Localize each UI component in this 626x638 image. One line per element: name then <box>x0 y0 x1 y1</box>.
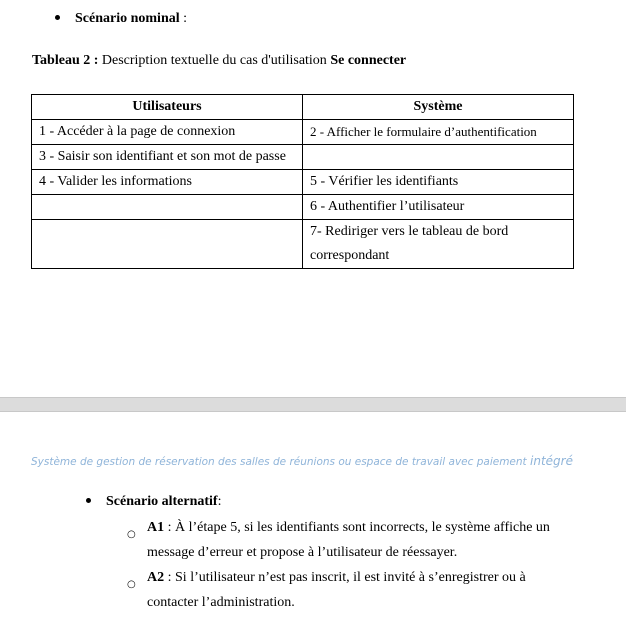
bullet-icon <box>86 498 91 503</box>
table-row <box>32 120 574 145</box>
header-users: Utilisateurs <box>32 95 303 120</box>
header-system: Système <box>303 95 574 120</box>
item-text: : À l’étape 5, si les identifiants sont incorrects, le système affiche un message d’erreur et propose à l’utilisateur de réessayer. <box>147 520 550 560</box>
table-row <box>32 145 574 170</box>
table-row <box>32 195 574 220</box>
item-text: : Si l’utilisateur n’est pas inscrit, il est invité à s’enregistrer ou à contacter l’administration. <box>147 570 526 610</box>
table-cell <box>32 220 303 269</box>
nominal-label: Scénario nominal <box>75 11 180 26</box>
alternative-label: Scénario alternatif <box>106 494 218 509</box>
table-cell: 7- Rediriger vers le tableau de bord correspondant <box>303 220 574 269</box>
item-code: A1 <box>147 520 165 535</box>
use-case-table <box>31 94 574 269</box>
table-cell: 4 - Valider les informations <box>32 170 303 195</box>
alternative-scenario-bullet <box>86 494 221 510</box>
page-header-last: intégré <box>530 454 573 468</box>
caption-name: Se connecter <box>330 53 407 68</box>
item-code: A2 <box>147 570 165 585</box>
table-cell: 2 - Afficher le formulaire d’authentification <box>303 120 574 145</box>
nominal-suffix: : <box>179 11 188 26</box>
table-cell <box>303 145 574 170</box>
table-cell <box>32 195 303 220</box>
list-item-text <box>147 565 567 615</box>
table-row <box>32 220 574 269</box>
caption-prefix: Tableau 2 : <box>32 53 99 68</box>
table-cell: 5 - Vérifier les identifiants <box>303 170 574 195</box>
page-break-gap <box>0 397 626 412</box>
page-header <box>31 454 573 468</box>
table-cell: 6 - Authentifier l’utilisateur <box>303 195 574 220</box>
table-caption <box>32 53 406 69</box>
alternative-suffix: : <box>217 494 222 509</box>
list-item <box>127 565 567 615</box>
list-item <box>127 515 567 565</box>
table-header-row <box>32 95 574 120</box>
table-cell: 1 - Accéder à la page de connexion <box>32 120 303 145</box>
circle-bullet-icon: ○ <box>127 579 136 590</box>
caption-text: Description textuelle du cas d'utilisation <box>98 53 331 68</box>
table-cell: 3 - Saisir son identifiant et son mot de passe <box>32 145 303 170</box>
circle-bullet-icon: ○ <box>127 529 136 540</box>
bullet-icon <box>55 15 60 20</box>
nominal-scenario-bullet <box>55 11 187 27</box>
list-item-text <box>147 515 567 565</box>
page-header-text: Système de gestion de réservation des salles de réunions ou espace de travail avec paiement <box>31 456 531 468</box>
table-row <box>32 170 574 195</box>
